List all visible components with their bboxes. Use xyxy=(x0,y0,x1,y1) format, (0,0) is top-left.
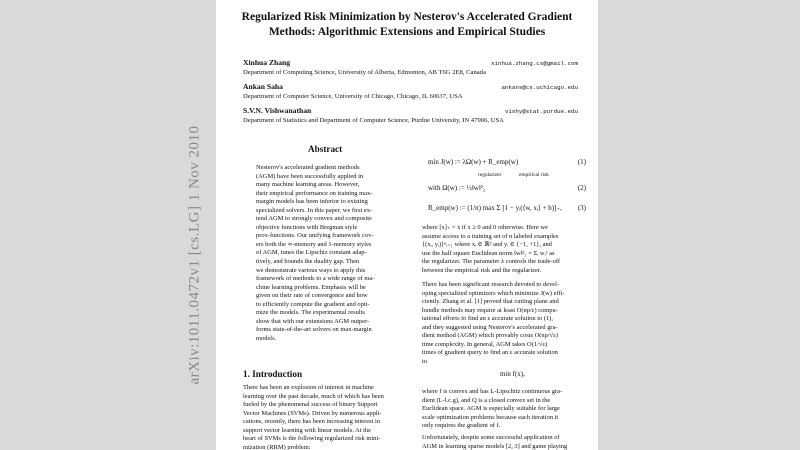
right-line: dient (L-l.c.g), and Q is a closed convex set in the xyxy=(422,396,551,404)
equation-4: min f(x), xyxy=(500,370,525,378)
abstract-line: objective functions with Bregman style xyxy=(256,223,358,231)
right-line: and they suggested using Nesterov's accelerated gra- xyxy=(422,323,558,331)
right-line: assume access to a training set of n labeled examples xyxy=(422,232,559,240)
abstract-line: forms state-of-the-art solvers on max-margin xyxy=(256,326,372,334)
paper-page xyxy=(216,0,598,450)
intro-line: support vector learning with linear models. At the xyxy=(243,426,372,434)
right-line: where [x]₊ = x if x ≥ 0 and 0 otherwise. Here we xyxy=(422,224,548,231)
paper-title xyxy=(216,10,598,40)
right-line: the regularizer. The parameter λ controls the trade-off xyxy=(422,258,561,266)
abstract-line: models. xyxy=(256,334,277,342)
arxiv-id: arXiv:1011.0472v1 [cs.LG] 1 Nov 2010 xyxy=(186,125,203,385)
right-line: times of gradient query to find an ε accurate solution xyxy=(422,349,558,357)
abstract-line: margin models has been inferior to existing xyxy=(256,198,368,206)
right-paragraph-1 xyxy=(422,224,586,275)
author-name: Xinhua Zhang xyxy=(243,58,291,67)
abstract-line: ers both the ∞-memory and 1-memory styles xyxy=(256,240,372,248)
right-line: There has been significant research devoted to devel- xyxy=(422,281,560,288)
intro-line: fueled by the phenomenal success of binary Support xyxy=(243,401,378,409)
equation-1-regularizer-label: regularizer xyxy=(478,172,502,178)
intro-line: Vector Machines (SVMs). Driven by numerous appli- xyxy=(243,409,382,417)
intro-line: learning over the past decade, much of which has been xyxy=(243,392,384,400)
right-paragraph-4 xyxy=(422,434,586,450)
abstract-line: given on their rate of convergence and how xyxy=(256,292,368,300)
right-line: dient method (AGM) which provably costs O(np/√ε) xyxy=(422,332,559,340)
abstract-line: of AGM, tunes the Lipschiz constant adap- xyxy=(256,249,367,257)
abstract-line: we demonstrate various ways to apply this xyxy=(256,266,366,274)
right-line: only requires the gradient of f. xyxy=(422,422,501,430)
abstract-line: their empirical performance on training max- xyxy=(256,189,373,197)
introduction-body xyxy=(243,384,418,450)
equation-2 xyxy=(428,184,586,198)
right-line: between the empirical risk and the regularizer. xyxy=(422,266,542,274)
abstract-line: specialized solvers. In this paper, we first ex- xyxy=(256,206,373,214)
author-email: ankans@cs.uchicago.edu xyxy=(501,84,578,91)
abstract-line: (AGM) have been successfully applied in xyxy=(256,172,364,180)
right-line: where f is convex and has L-Lipschitz continuous gra- xyxy=(422,388,563,395)
abstract-line: framework of methods to a wide range of ma- xyxy=(256,275,375,283)
equation-3-body: R_emp(w) := (1/n) max Σ [1 − yᵢ(⟨w, xᵢ⟩ + b)]₊, xyxy=(428,204,562,212)
author-affiliation: Department of Computer Science, University of Chicago, Chicago, IL 60637, USA xyxy=(243,93,463,100)
abstract-line: show that with our extensions AGM outper- xyxy=(256,317,370,325)
right-line: {(xᵢ, yᵢ)}ⁿᵢ₌₁ where xᵢ ∈ ℝᵈ and yᵢ ∈ {−1, +1}, and xyxy=(422,241,552,249)
right-line: AGM in learning sparse models [2, 3] and game playing xyxy=(422,442,568,450)
equation-1-risk-label: empirical risk xyxy=(519,172,549,178)
abstract-line: mize the models. The experimental results xyxy=(256,309,365,317)
abstract-line: to efficiently compute the gradient and opti- xyxy=(256,300,370,308)
equation-3 xyxy=(428,204,586,218)
abstract-line: chine learning problems. Emphasis will be xyxy=(256,283,366,291)
right-line: ciently. Zhang et al. [1] proved that cutting plane and xyxy=(422,298,559,306)
author-affiliation: Department of Computing Science, University of Alberta, Edmonton, AB T6G 2E8, Canada xyxy=(243,69,486,76)
right-line: to xyxy=(422,357,428,365)
abstract-line: tend AGM to strongly convex and composite xyxy=(256,215,372,223)
right-paragraph-3 xyxy=(422,388,586,431)
equation-1-number: (1) xyxy=(577,158,586,166)
equation-1-body: min J(w) := λΩ(w) + R_emp(w) xyxy=(428,158,519,166)
equation-2-number: (2) xyxy=(577,184,586,192)
right-line: time complexity. In general, AGM takes O(1/√ε) xyxy=(422,340,548,348)
abstract-body xyxy=(256,164,416,343)
right-line: bundle methods may require at least O(np/ε) compu- xyxy=(422,306,558,314)
equation-3-number: (3) xyxy=(577,204,586,212)
equation-2-body: with Ω(w) := ½‖w‖²₂ xyxy=(428,184,486,192)
abstract-line: prox-functions. Our unifying framework cov- xyxy=(256,232,374,240)
title-line-1: Regularized Risk Minimization by Nesterov's Accelerated Gradient xyxy=(241,11,573,23)
right-line: Unfortunately, despite some successful application of xyxy=(422,434,560,441)
abstract-line: many machine learning areas. However, xyxy=(256,181,360,189)
right-line: scale optimization problems because each iteration it xyxy=(422,413,559,421)
abstract-heading: Abstract xyxy=(308,144,343,154)
author-name: S.V.N. Vishwanathan xyxy=(243,106,312,115)
right-line: oping specialized optimizers which minimize J(w) effi- xyxy=(422,289,565,297)
intro-line: cations, recently, there has been increasing interest in xyxy=(243,418,381,426)
right-line: use the half square Euclidean norm ‖w‖²₂ = Σᵢ wᵢ² as xyxy=(422,249,555,257)
author-name: Ankan Saha xyxy=(243,82,283,91)
intro-line: mization (RRM) problem: xyxy=(243,443,311,450)
right-paragraph-2 xyxy=(422,281,586,366)
author-affiliation: Department of Statistics and Department of Computer Science, Purdue University, IN 47906, USA xyxy=(243,117,504,124)
author-email: vishy@stat.purdue.edu xyxy=(504,108,578,115)
title-line-2: Methods: Algorithmic Extensions and Empirical Studies xyxy=(268,26,546,38)
intro-line: There has been an explosion of interest in machine xyxy=(243,384,374,391)
right-line: Euclidean space. AGM is especially suitable for large xyxy=(422,405,560,413)
abstract-line: Nesterov's accelerated gradient methods xyxy=(256,164,360,171)
author-email: xinhua.zhang.cs@gmail.com xyxy=(491,60,578,67)
introduction-heading: 1. Introduction xyxy=(243,369,303,379)
arxiv-sidebar xyxy=(180,90,210,420)
equation-1 xyxy=(428,158,586,172)
right-line: tational efforts to find an ε accurate solution to (1), xyxy=(422,315,553,323)
abstract-line: tively, and bounds the duality gap. Then xyxy=(256,258,360,266)
intro-line: heart of SVMs is the following regularized risk mini- xyxy=(243,435,381,443)
